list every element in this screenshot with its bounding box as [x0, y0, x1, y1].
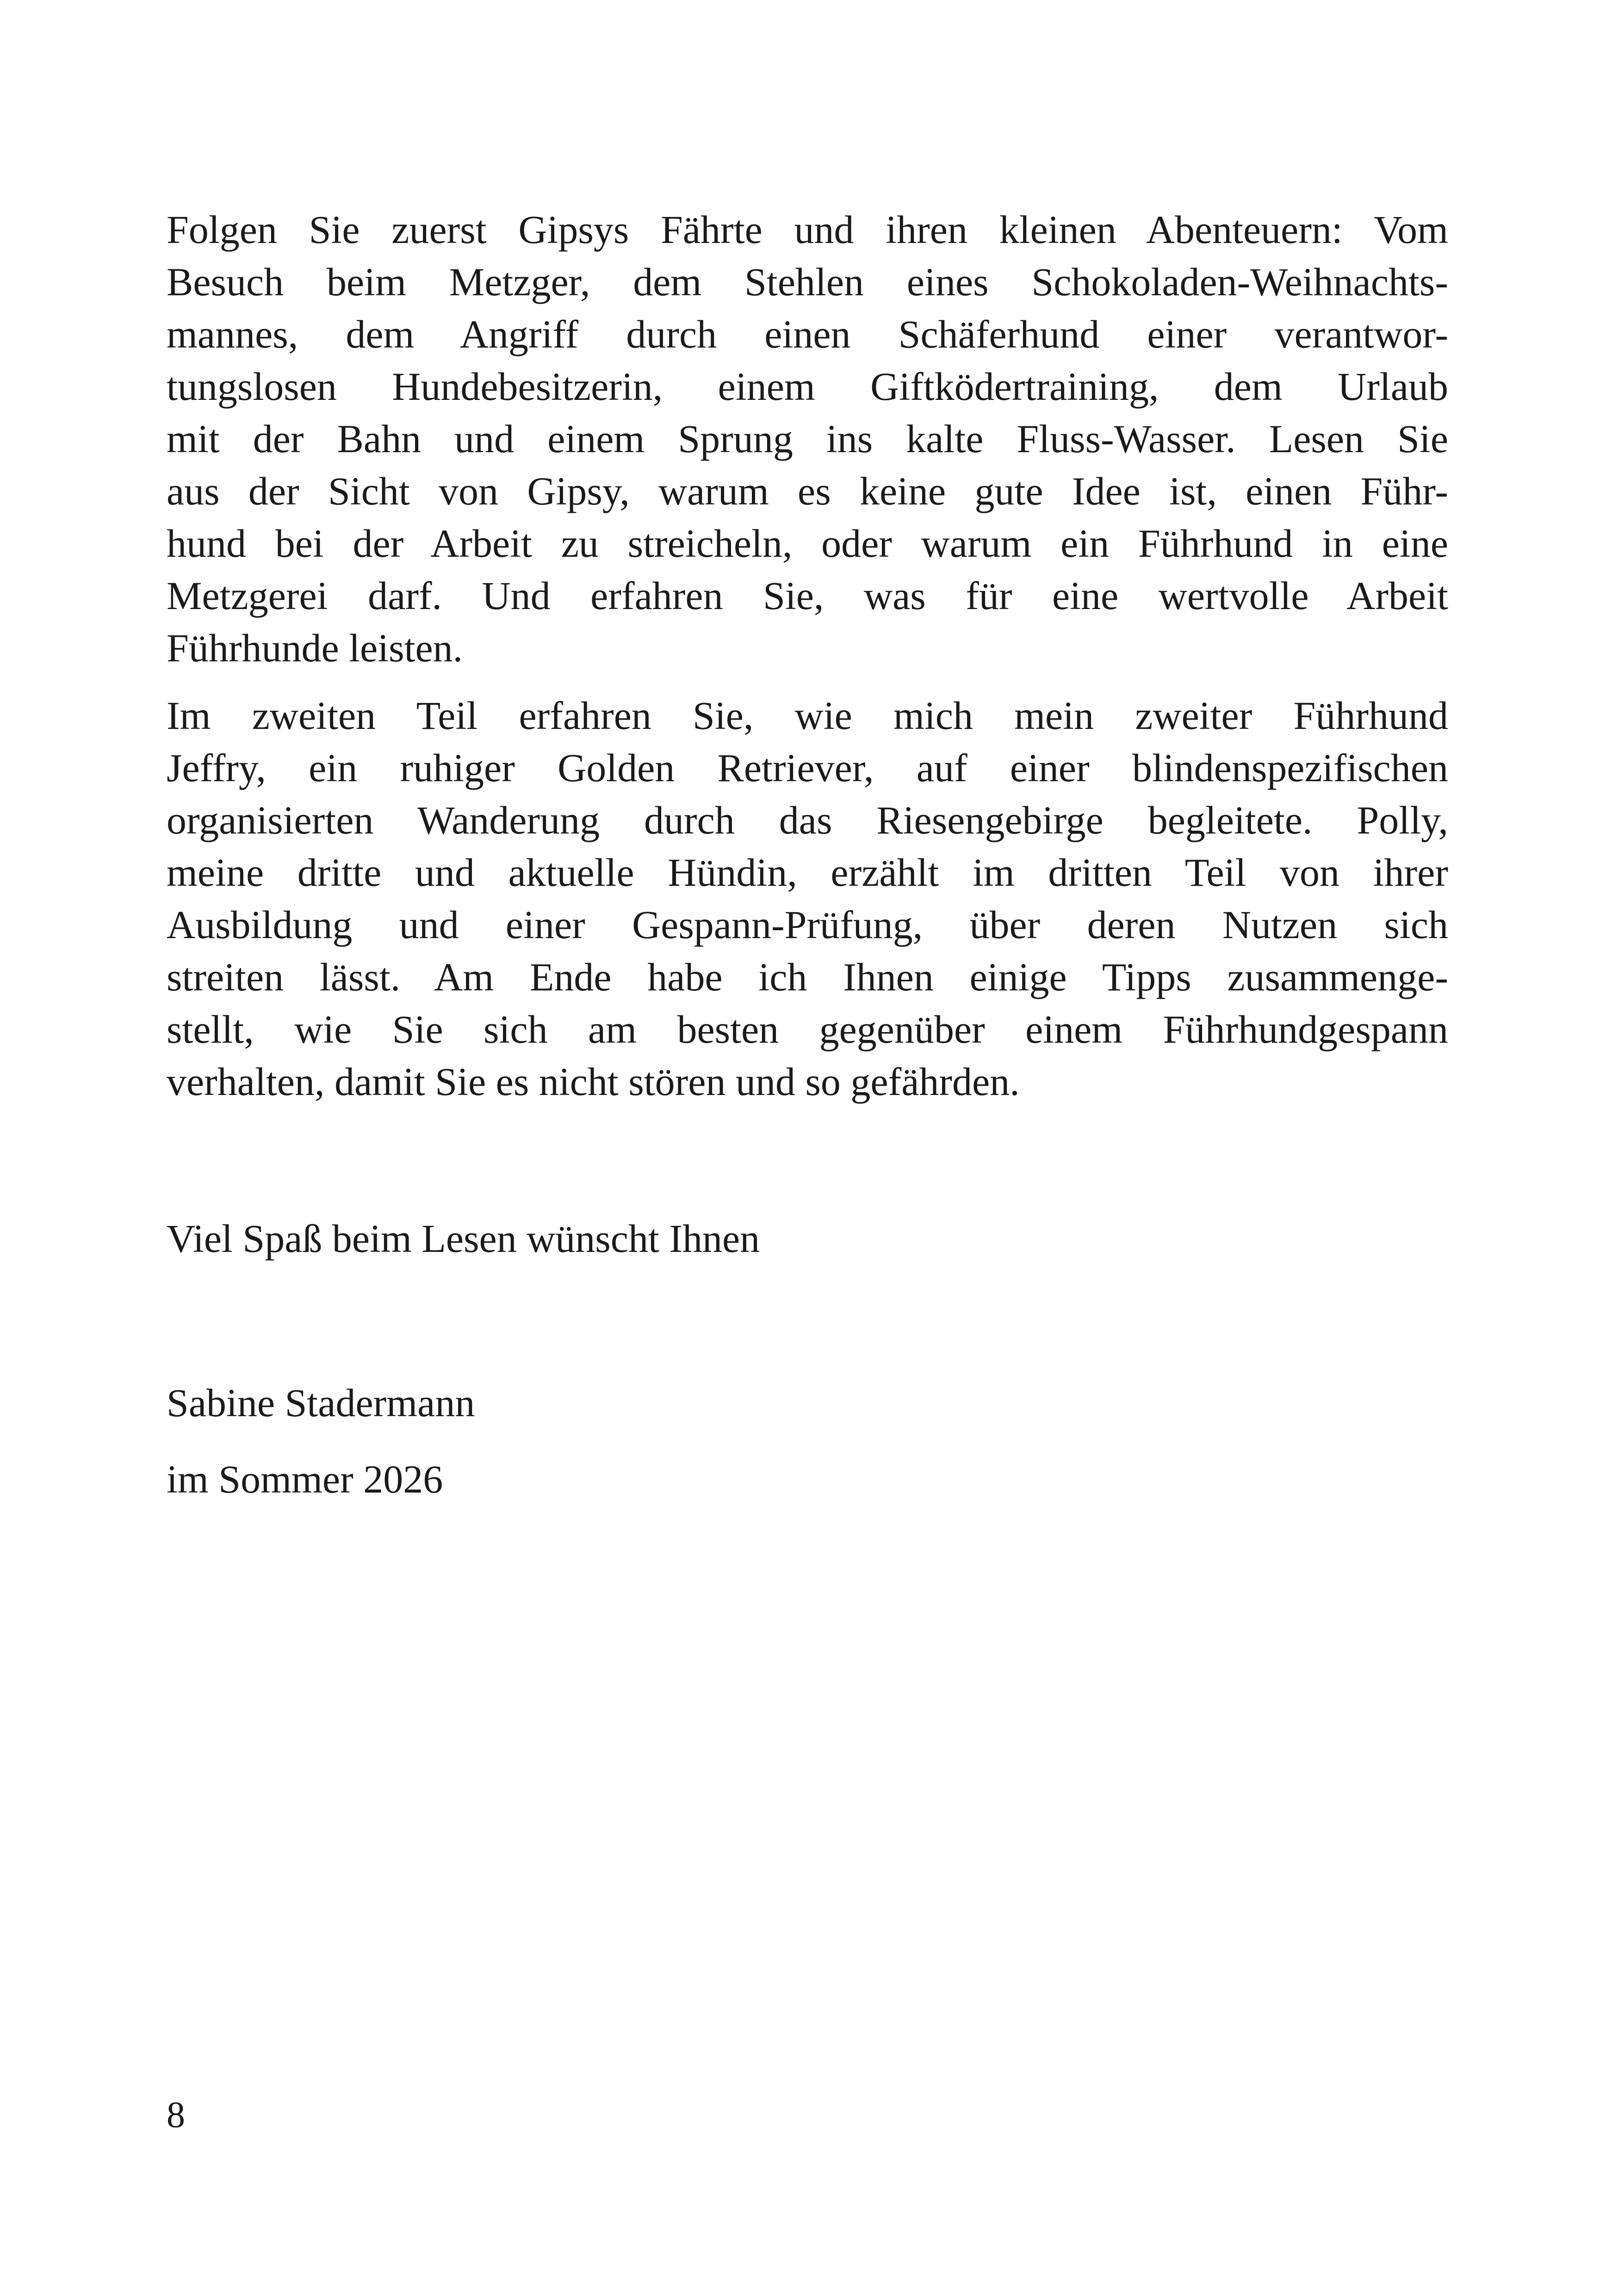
text-line: stellt, wie Sie sich am besten gegenüber einem Führhundgespann	[167, 1007, 1448, 1052]
text-line: streiten lässt. Am Ende habe ich Ihnen einige Tipps zusammenge-	[167, 955, 1448, 999]
text-line: mit der Bahn und einem Sprung ins kalte Fluss-Wasser. Lesen Sie	[167, 417, 1448, 461]
text-line: Besuch beim Metzger, dem Stehlen eines Schokoladen-Weihnachts-	[167, 260, 1448, 304]
page-number: 8	[167, 2095, 185, 2135]
text-line: hund bei der Arbeit zu streicheln, oder warum ein Führhund in eine	[167, 521, 1448, 566]
text-line: organisierten Wanderung durch das Riesengebirge begleitete. Polly,	[167, 798, 1448, 842]
text-line: Im zweiten Teil erfahren Sie, wie mich mein zweiter Führhund	[167, 693, 1448, 738]
author-name: Sabine Stadermann	[167, 1381, 475, 1425]
text-line: verhalten, damit Sie es nicht stören und so gefährden.	[167, 1059, 1020, 1104]
text-line: meine dritte und aktuelle Hündin, erzählt im dritten Teil von ihrer	[167, 850, 1448, 895]
text-line: Jeffry, ein ruhiger Golden Retriever, auf einer blindenspezifischen	[167, 746, 1448, 790]
text-line: Führhunde leisten.	[167, 626, 463, 670]
paragraph-gipsy	[167, 204, 1448, 674]
text-line: Metzgerei darf. Und erfahren Sie, was für eine wertvolle Arbeit	[167, 573, 1448, 618]
closing-greeting: Viel Spaß beim Lesen wünscht Ihnen	[167, 1216, 760, 1261]
text-line: mannes, dem Angriff durch einen Schäferhund einer verantwor-	[167, 312, 1448, 356]
text-line: tungslosen Hundebesitzerin, einem Giftködertraining, dem Urlaub	[167, 364, 1448, 409]
body-text	[167, 204, 1448, 1108]
text-line: aus der Sicht von Gipsy, warum es keine gute Idee ist, einen Führ-	[167, 469, 1448, 513]
closing-date: im Sommer 2026	[167, 1457, 443, 1501]
text-line: Ausbildung und einer Gespann-Prüfung, über deren Nutzen sich	[167, 902, 1448, 947]
text-line: Folgen Sie zuerst Gipsys Fährte und ihren kleinen Abenteuern: Vom	[167, 207, 1448, 252]
paragraph-jeffry-polly	[167, 690, 1448, 1108]
